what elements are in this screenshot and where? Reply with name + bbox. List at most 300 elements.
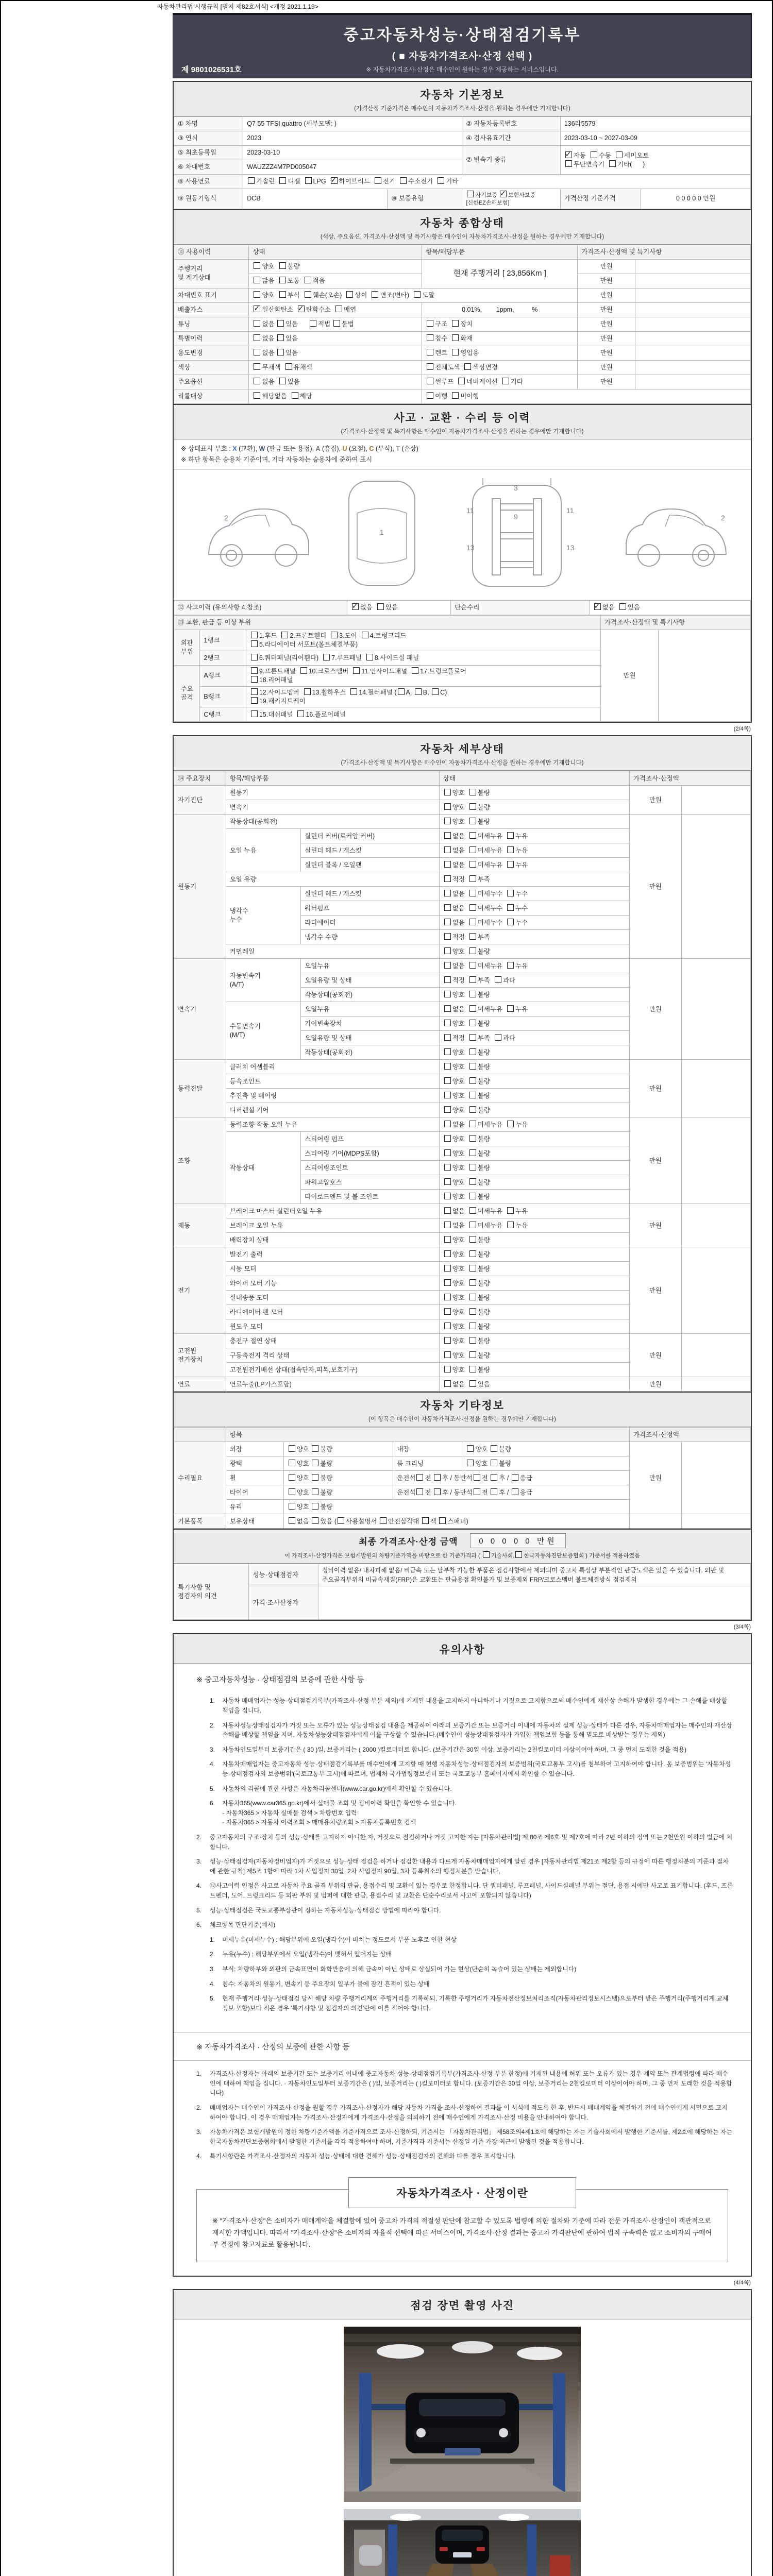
checkbox[interactable]: [469, 890, 476, 896]
table-cell: 기본품목: [174, 1514, 226, 1529]
checkbox[interactable]: [507, 846, 514, 853]
checkbox[interactable]: [469, 991, 476, 997]
table-cell: 휠: [226, 1471, 283, 1485]
section-box-page3: [173, 735, 752, 1621]
checkbox[interactable]: [444, 1020, 451, 1026]
table-cell: 작동상태(공회전): [301, 1045, 440, 1060]
checkbox[interactable]: [254, 262, 260, 269]
checkbox[interactable]: [254, 334, 260, 341]
table-cell: 없음 있음: [249, 331, 422, 346]
table-cell: WAUZZZ4M7PD005047: [243, 160, 462, 175]
checkbox[interactable]: [350, 688, 357, 695]
checkbox[interactable]: [414, 291, 421, 298]
checkbox[interactable]: [281, 632, 288, 638]
checkbox[interactable]: [469, 904, 476, 911]
checkbox[interactable]: [452, 320, 459, 327]
checkbox[interactable]: [469, 1265, 476, 1272]
checkbox[interactable]: [469, 1121, 476, 1127]
checkbox[interactable]: [444, 1063, 451, 1070]
checkbox[interactable]: [469, 1106, 476, 1113]
checkbox[interactable]: [512, 1488, 518, 1495]
checkbox-checked[interactable]: [594, 603, 601, 610]
checkbox[interactable]: [444, 789, 451, 795]
checkbox[interactable]: [469, 1222, 476, 1228]
checkbox[interactable]: [469, 976, 476, 983]
checkbox[interactable]: [444, 1380, 451, 1387]
checkbox[interactable]: [507, 904, 514, 911]
checkbox[interactable]: [353, 667, 360, 674]
checkbox[interactable]: [300, 667, 307, 674]
table-cell: 없음 미세누유 누유: [439, 1117, 629, 1132]
detail-header: [174, 736, 751, 771]
checkbox[interactable]: [312, 1474, 318, 1481]
checkbox[interactable]: [444, 1135, 451, 1142]
checkbox[interactable]: [444, 1265, 451, 1272]
overall-state-header: [174, 209, 751, 245]
checkbox[interactable]: [469, 1005, 476, 1012]
checkbox[interactable]: [251, 667, 258, 674]
checkbox[interactable]: [444, 861, 451, 868]
checkbox[interactable]: [469, 1279, 476, 1286]
checkbox[interactable]: [507, 1207, 514, 1214]
table-cell: [681, 1334, 750, 1377]
checkbox[interactable]: [469, 1323, 476, 1329]
checkbox[interactable]: [491, 1474, 497, 1481]
checkbox[interactable]: [507, 861, 514, 868]
checkbox[interactable]: [285, 363, 292, 370]
checkbox[interactable]: [444, 1193, 451, 1199]
table-cell: ⑬ 교환, 판금 등 이상 부위: [174, 616, 601, 630]
checkbox[interactable]: [416, 1474, 423, 1481]
table-cell: 침수 화재: [422, 331, 578, 346]
checkbox[interactable]: [279, 262, 286, 269]
checkbox[interactable]: [398, 688, 405, 695]
checkbox[interactable]: [474, 1474, 480, 1481]
checkbox[interactable]: [254, 277, 260, 283]
checkbox[interactable]: [333, 320, 340, 327]
checkbox[interactable]: [279, 291, 286, 298]
checkbox[interactable]: [495, 976, 501, 983]
notice-subhead-1: ※ 중고자동차성능 · 상태점검의 보증에 관한 사항 등: [196, 1676, 364, 1685]
checkbox[interactable]: [434, 1488, 441, 1495]
checkbox[interactable]: [375, 177, 381, 184]
notice-item-text: 누유(누수) : 해당부위에서 오일(냉각수)이 맺혀서 떨어지는 상태: [222, 1951, 392, 1958]
checkbox[interactable]: [422, 1517, 429, 1524]
page-marker-4: (4/4쪽): [733, 2280, 751, 2286]
checkbox[interactable]: [444, 1236, 451, 1243]
checkbox[interactable]: [310, 320, 316, 327]
checkbox[interactable]: [289, 1503, 295, 1510]
checkbox[interactable]: [469, 1250, 476, 1257]
form-table: [174, 600, 751, 615]
table-cell: 가격조사·산정액: [629, 771, 750, 786]
checkbox[interactable]: [469, 1236, 476, 1243]
checkbox[interactable]: [444, 1250, 451, 1257]
checkbox[interactable]: [502, 378, 509, 384]
checkbox[interactable]: [279, 277, 286, 283]
checkbox[interactable]: [469, 832, 476, 839]
checkbox[interactable]: [452, 334, 459, 341]
table-cell: 양호 불량: [439, 944, 629, 959]
checkbox[interactable]: [444, 1149, 451, 1156]
checkbox[interactable]: [591, 151, 597, 158]
overall-state-title: 자동차 종합상태: [420, 217, 505, 229]
checkbox[interactable]: [467, 1460, 474, 1466]
checkbox[interactable]: [254, 320, 260, 327]
checkbox[interactable]: [254, 363, 260, 370]
checkbox[interactable]: [474, 1488, 480, 1495]
checkbox[interactable]: [452, 349, 459, 355]
table-cell: 만원: [578, 288, 635, 302]
checkbox[interactable]: [469, 1193, 476, 1199]
form-table: [174, 1427, 751, 1529]
notice-item: [196, 1857, 733, 1876]
table-cell: 작동상태(공회전): [226, 815, 439, 829]
checkbox[interactable]: [469, 1207, 476, 1214]
checkbox[interactable]: [444, 1005, 451, 1012]
checkbox[interactable]: [469, 1149, 476, 1156]
checkbox[interactable]: [427, 363, 433, 370]
table-cell: 양호 불량: [283, 1442, 393, 1456]
table-cell: 리콜대상: [174, 389, 249, 403]
checkbox[interactable]: [444, 803, 451, 810]
checkbox[interactable]: [444, 818, 451, 824]
overall-state-table: [174, 245, 751, 404]
checkbox[interactable]: [507, 962, 514, 969]
table-cell: 오일 유량: [226, 872, 439, 887]
table-cell: 없음 미세누유 누유: [439, 843, 629, 858]
checkbox[interactable]: [251, 676, 258, 683]
checkbox[interactable]: [444, 1308, 451, 1315]
checkbox[interactable]: [305, 291, 311, 298]
checkbox[interactable]: [444, 832, 451, 839]
table-cell: 현재 주행거리 [ 23,856Km ]: [422, 259, 578, 288]
checkbox[interactable]: [619, 603, 626, 610]
checkbox[interactable]: [427, 320, 433, 327]
checkbox[interactable]: [305, 177, 312, 184]
diagram-number-side-right: 11: [566, 506, 574, 515]
checkbox[interactable]: [289, 1445, 295, 1452]
screen-left-border: [0, 0, 1, 2576]
checkbox[interactable]: [251, 710, 258, 717]
checkbox[interactable]: [469, 861, 476, 868]
checkbox[interactable]: [380, 1517, 386, 1524]
table-cell: 양호 불량: [439, 1262, 629, 1276]
diagram-number-rear: 2: [721, 514, 725, 522]
checkbox[interactable]: [491, 1460, 497, 1466]
checkbox[interactable]: [444, 919, 451, 925]
table-cell: 양호 불량: [439, 1161, 629, 1175]
checkbox[interactable]: [467, 191, 474, 197]
checkbox[interactable]: [507, 1005, 514, 1012]
checkbox[interactable]: [469, 1077, 476, 1084]
checkbox[interactable]: [469, 1380, 476, 1387]
table-cell: 단순수리: [451, 601, 590, 615]
checkbox[interactable]: [439, 1517, 446, 1524]
table-cell: 자기보증 ✓보험사보증 [신한EZ손해보험]: [462, 189, 560, 209]
checkbox[interactable]: [469, 1366, 476, 1372]
checkbox[interactable]: [277, 334, 284, 341]
checkbox[interactable]: [515, 1551, 522, 1558]
checkbox[interactable]: [277, 349, 284, 355]
checkbox[interactable]: [444, 1323, 451, 1329]
checkbox[interactable]: [469, 789, 476, 795]
form-reference: 자동차관리법 시행규칙 [별지 제82호서식] <개정 2021.1.19>: [157, 3, 318, 10]
checkbox[interactable]: [565, 160, 572, 167]
checkbox[interactable]: [444, 1106, 451, 1113]
checkbox[interactable]: [444, 1207, 451, 1214]
notice-item-number: 3.: [210, 1965, 215, 1973]
checkbox[interactable]: [444, 1337, 451, 1344]
checkbox[interactable]: [251, 640, 258, 647]
checkbox[interactable]: [444, 1164, 451, 1171]
checkbox[interactable]: [469, 818, 476, 824]
notice-item-number: 4.: [210, 1980, 215, 1988]
checkbox[interactable]: [467, 1445, 474, 1452]
checkbox[interactable]: [312, 1460, 318, 1466]
checkbox[interactable]: [616, 151, 623, 158]
checkbox[interactable]: [444, 875, 451, 882]
checkbox[interactable]: [312, 1488, 318, 1495]
checkbox[interactable]: [464, 363, 471, 370]
table-cell: 양호 불량: [439, 988, 629, 1002]
table-cell: 없음 미세누수 누수: [439, 901, 629, 916]
table-cell: [318, 1586, 750, 1620]
checkbox[interactable]: [438, 177, 444, 184]
table-cell: 양호 불량: [439, 1363, 629, 1377]
table-cell: 만원: [578, 331, 635, 346]
checkbox[interactable]: [469, 1048, 476, 1055]
checkbox[interactable]: [251, 697, 258, 704]
checkbox[interactable]: [366, 654, 373, 660]
checkbox[interactable]: [469, 1351, 476, 1358]
basic-info-title: 자동차 기본정보: [420, 89, 505, 101]
table-cell: 양호 불량: [462, 1456, 630, 1471]
checkbox[interactable]: [312, 1517, 318, 1524]
checkbox[interactable]: [469, 947, 476, 954]
checkbox[interactable]: [444, 947, 451, 954]
checkbox[interactable]: [458, 378, 465, 384]
table-cell: 없음 있음: [249, 346, 422, 360]
checkbox[interactable]: [305, 277, 311, 283]
checkbox-checked[interactable]: [565, 151, 572, 158]
checkbox[interactable]: [507, 890, 514, 896]
checkbox[interactable]: [377, 603, 384, 610]
form-table: [174, 1564, 751, 1620]
checkbox[interactable]: [444, 904, 451, 911]
table-cell: 정비이력 없음/ 내차피해 없음/ 비금속 또는 탈부착 가능한 부품은 점검사항에서 제외되며 중고차 특성상 부분적인 판금도색은 있을 수 있습니다. 외판 및 주요골격부위의 비금속재질(FRP)은 교환또는 판금용접 확인불가 및 보증제외 FRP/크로스멤버 볼트체결방식 점검제외: [318, 1564, 750, 1586]
checkbox[interactable]: [412, 667, 418, 674]
table-cell: 많음 보통 적음: [249, 274, 422, 288]
table-cell: 양호 불량: [439, 786, 629, 800]
checkbox-checked[interactable]: [298, 306, 305, 312]
checkbox[interactable]: [444, 1121, 451, 1127]
checkbox[interactable]: [427, 349, 433, 355]
state-code: C: [369, 445, 374, 452]
checkbox[interactable]: [434, 1474, 441, 1481]
checkbox[interactable]: [338, 1517, 344, 1524]
checkbox[interactable]: [289, 1488, 295, 1495]
checkbox[interactable]: [495, 1034, 501, 1041]
table-cell: 작동상태: [226, 1132, 300, 1204]
checkbox[interactable]: [427, 334, 433, 341]
checkbox[interactable]: [400, 177, 407, 184]
checkbox-checked[interactable]: [352, 603, 359, 610]
checkbox[interactable]: [469, 1063, 476, 1070]
checkbox[interactable]: [427, 392, 433, 399]
checkbox[interactable]: [312, 1503, 318, 1510]
table-cell: 양호 부식 훼손(오손) 상이 변조(변타) 도말: [249, 288, 578, 302]
checkbox[interactable]: [289, 1474, 295, 1481]
table-cell: 가격조사·산정액 및 특기사항: [601, 616, 751, 630]
table-cell: 없음 미세누유 누유: [439, 1218, 629, 1233]
checkbox[interactable]: [289, 1517, 295, 1524]
checkbox[interactable]: [254, 392, 260, 399]
table-cell: ✓ 없음 있음: [589, 601, 750, 615]
checkbox-checked[interactable]: [331, 177, 338, 184]
checkbox-checked[interactable]: [254, 306, 260, 312]
table-cell: 없음 있음 적법 불법: [249, 317, 422, 331]
table-cell: 없음 미세누유 누유: [439, 1002, 629, 1016]
checkbox[interactable]: [297, 710, 304, 717]
table-cell: [681, 1377, 750, 1392]
notice-item-text: 매매업자는 매수인이 가격조사·산정을 원할 경우 가격조사·산정자가 해당 자동차 가격을 조사·산정하여 결과를 이 서식에 적도록 한 후, 반드시 매매계약을 체결하기 전에 매수인에게 서면으로 고지하여야 합니다. 이 경우 매매업자는 가격조사·산정자에게 가격조사·산정을 의뢰하기 전에 매수인에게 가격조사·산정 비용을 안내하여야 합니다.: [210, 2104, 728, 2121]
checkbox[interactable]: [507, 919, 514, 925]
checkbox[interactable]: [469, 875, 476, 882]
table-cell: 양호 불량: [439, 1319, 629, 1334]
checkbox[interactable]: [469, 933, 476, 940]
checkbox[interactable]: [415, 688, 422, 695]
checkbox[interactable]: [254, 378, 260, 384]
checkbox[interactable]: [491, 1445, 497, 1452]
checkbox[interactable]: [609, 160, 616, 167]
checkbox[interactable]: [452, 392, 459, 399]
checkbox[interactable]: [491, 1488, 497, 1495]
checkbox[interactable]: [335, 306, 342, 312]
checkbox[interactable]: [469, 1308, 476, 1315]
table-cell: 적정 부족: [439, 872, 629, 887]
notice-item-text: 중고자동차의 구조·장치 등의 성능·상태를 고지하지 아니한 자, 거짓으로 점검하거나 거짓 고지한 자는 [자동차관리법] 제 80조 제6호 및 제7호에 따라 2년 이하의 징역 또는 2천만원 이하의 벌금에 처합니다.: [210, 1833, 733, 1851]
checkbox[interactable]: [444, 1092, 451, 1098]
checkbox[interactable]: [469, 1135, 476, 1142]
checkbox[interactable]: [251, 632, 258, 638]
table-cell: 양호 불량: [439, 815, 629, 829]
checkbox[interactable]: [254, 291, 260, 298]
checkbox[interactable]: [469, 962, 476, 969]
notice-item-text: 자동차 매매업자는 성능·상태점검기록부(가격조사·산정 부분 제외)에 기재된 내용을 고지하지 아니하거나 거짓으로 고지함으로써 매수인에게 재산상 손해가 발생한 경우에는 그 손해를 배상할 책임을 집니다.: [222, 1697, 728, 1715]
checkbox[interactable]: [346, 291, 353, 298]
checkbox[interactable]: [469, 1178, 476, 1185]
table-cell: 양호 불량: [439, 1016, 629, 1031]
notice-item-text: 특기사항란은 가격조사·산정자의 자동차 성능·상태에 대한 견해가 성능·상태점검자의 견해와 다를 경우 표시합니다.: [210, 2153, 516, 2160]
checkbox[interactable]: [312, 1445, 318, 1452]
table-cell: 항목: [226, 1428, 629, 1442]
table-cell: [681, 1060, 750, 1117]
checkbox[interactable]: [444, 1222, 451, 1228]
table-cell: 오일누유: [301, 959, 440, 973]
notice-item-text: 성능·상태점검자(자동차정비업자)가 거짓으로 성능·상태 점검을 하거나 점검한 내용과 다르게 자동차매매업자에게 알린 경우 [자동차관리법 제21조 제2항 등의 규정에 따른 행정처분의 기준과 절차에 관한 규칙] 제5조 1항에 따라 1차 사업정지 30일, 2차 사업정지 90일, 3차 등록취소의 행정처분을 받습니다.: [210, 1858, 729, 1875]
checkbox[interactable]: [507, 1121, 514, 1127]
checkbox[interactable]: [444, 1077, 451, 1084]
checkbox[interactable]: [432, 688, 439, 695]
checkbox[interactable]: [416, 1488, 423, 1495]
checkbox[interactable]: [507, 1222, 514, 1228]
checkbox[interactable]: [304, 688, 311, 695]
checkbox[interactable]: [279, 177, 286, 184]
checkbox[interactable]: [372, 291, 378, 298]
checkbox[interactable]: [469, 1020, 476, 1026]
checkbox[interactable]: [444, 933, 451, 940]
notice-item: [196, 1833, 733, 1852]
table-cell: 튜닝: [174, 317, 249, 331]
notice-item: [210, 1994, 733, 2013]
notice-subhead-2: ※ 자동차가격조사 · 산정의 보증에 관한 사항 등: [174, 2032, 751, 2061]
checkbox[interactable]: [444, 1279, 451, 1286]
checkbox[interactable]: [512, 1474, 518, 1481]
checkbox[interactable]: [444, 991, 451, 997]
photos-title: 점검 장면 촬영 사진: [410, 2300, 514, 2312]
accident-legend: [174, 439, 751, 470]
page-marker-2: (2/4쪽): [733, 726, 751, 733]
checkbox[interactable]: [444, 846, 451, 853]
checkbox[interactable]: [444, 976, 451, 983]
table-cell: 차대번호 표기: [174, 288, 249, 302]
checkbox[interactable]: [277, 320, 284, 327]
checkbox[interactable]: [469, 1034, 476, 1041]
diagram-number-side-left: 11: [466, 506, 474, 515]
checkbox[interactable]: [289, 1460, 295, 1466]
checkbox[interactable]: [507, 832, 514, 839]
checkbox[interactable]: [251, 688, 258, 695]
checkbox[interactable]: [469, 919, 476, 925]
checkbox[interactable]: [469, 1092, 476, 1098]
checkbox[interactable]: [362, 632, 368, 638]
checkbox[interactable]: [444, 890, 451, 896]
checkbox[interactable]: [444, 1178, 451, 1185]
checkbox[interactable]: [279, 378, 286, 384]
checkbox[interactable]: [483, 1551, 490, 1558]
checkbox-checked[interactable]: [500, 191, 507, 197]
checkbox[interactable]: [254, 349, 260, 355]
checkbox[interactable]: [248, 177, 255, 184]
checkbox[interactable]: [469, 1164, 476, 1171]
section-box-notice: [173, 1633, 752, 2277]
accident-note: (가격조사·산정액 및 특기사항은 매수인이 자동차가격조사·산정을 원하는 경우에만 기재합니다): [341, 428, 584, 435]
checkbox[interactable]: [292, 392, 298, 399]
checkbox[interactable]: [323, 654, 330, 660]
checkbox[interactable]: [444, 1351, 451, 1358]
checkbox[interactable]: [331, 632, 338, 638]
notice-item-text: ⑫사고이력 인정은 사고로 자동차 주요 골격 부위의 판금, 용접수리 및 교환이 있는 경우로 한정합니다. 단 쿼터패널, 루프패널, 사이드실패널 부위는 절단, 용접 시에만 사고로 표기합니다. (후드, 프론트펜더, 도어, 트렁크리드 등 외판 부위 및 범퍼에 대한 판금, 용접수리 및 교환은 단순수리로서 사고에 포함되지 않습니다): [210, 1882, 733, 1899]
checkbox[interactable]: [251, 654, 258, 660]
checkbox[interactable]: [444, 1366, 451, 1372]
checkbox[interactable]: [469, 1294, 476, 1300]
checkbox[interactable]: [469, 846, 476, 853]
table-cell: 냉각수 누수: [226, 887, 300, 944]
checkbox[interactable]: [444, 962, 451, 969]
checkbox[interactable]: [427, 378, 433, 384]
legend-prefix: ※ 상태표시 부호 :: [181, 445, 233, 452]
table-cell: ⑦ 변속기 종류: [462, 146, 560, 175]
checkbox[interactable]: [469, 803, 476, 810]
checkbox[interactable]: [444, 1034, 451, 1041]
notice-item: [196, 1881, 733, 1900]
checkbox[interactable]: [444, 1294, 451, 1300]
checkbox[interactable]: [469, 1337, 476, 1344]
title-band: [173, 13, 752, 78]
table-cell: 만원: [629, 1247, 681, 1334]
checkbox[interactable]: [444, 1048, 451, 1055]
